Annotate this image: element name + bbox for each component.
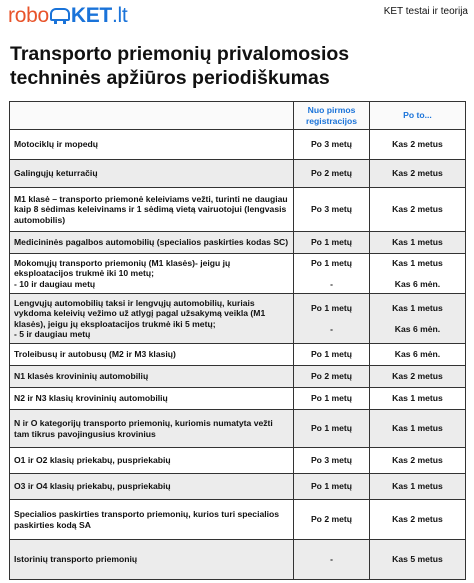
vehicle-cell bbox=[10, 294, 294, 344]
periodicity-cell: Kas 2 metus bbox=[370, 366, 466, 388]
periodicity-cell: Kas 2 metus bbox=[370, 160, 466, 188]
vehicle-cell: N2 ir N3 klasių krovininių automobilių bbox=[10, 388, 294, 410]
first-inspection-cell: Po 3 metų bbox=[294, 448, 370, 474]
periodicity-value: Kas 1 metus bbox=[392, 258, 443, 268]
header-cell-first-registration: Nuo pirmos registracijos bbox=[294, 102, 370, 130]
first-inspection-value-alt: - bbox=[330, 278, 333, 289]
first-inspection-cell bbox=[294, 254, 370, 294]
periodicity-cell: Kas 2 metus bbox=[370, 130, 466, 160]
vehicle-cell: O3 ir O4 klasių priekabų, puspriekabių bbox=[10, 474, 294, 500]
vehicle-condition: Mokomųjų transporto priemonių (M1 klasės)- jeigu jų eksploatacijos trukmė iki 10 metų; bbox=[14, 257, 231, 279]
inspection-table bbox=[9, 101, 466, 580]
periodicity-cell: Kas 6 mėn. bbox=[370, 344, 466, 366]
logo-tld-text: .lt bbox=[111, 4, 128, 27]
robo-ket-logo[interactable] bbox=[8, 4, 127, 28]
vehicle-cell: O1 ir O2 klasių priekabų, puspriekabių bbox=[10, 448, 294, 474]
title-line-2: techninės apžiūros periodiškumas bbox=[10, 67, 330, 89]
periodicity-cell: Kas 2 metus bbox=[370, 448, 466, 474]
first-inspection-cell: Po 2 metų bbox=[294, 160, 370, 188]
tagline: KET testai ir teorija bbox=[383, 6, 468, 17]
table-row bbox=[10, 500, 466, 540]
periodicity-cell: Kas 1 metus bbox=[370, 410, 466, 448]
first-inspection-cell: Po 1 metų bbox=[294, 232, 370, 254]
periodicity-value: Kas 1 metus bbox=[392, 303, 443, 313]
header-cell-vehicle bbox=[10, 102, 294, 130]
first-inspection-value-alt: - bbox=[330, 323, 333, 334]
periodicity-value-alt: Kas 6 mėn. bbox=[394, 278, 441, 289]
first-inspection-value: Po 1 metų bbox=[310, 303, 353, 313]
table-row bbox=[10, 388, 466, 410]
table-row bbox=[10, 160, 466, 188]
table-row bbox=[10, 294, 466, 344]
vehicle-cell: N1 klasės krovininių automobilių bbox=[10, 366, 294, 388]
first-inspection-value: Po 1 metų bbox=[310, 258, 353, 268]
vehicle-cell: M1 klasė – transporto priemonė keleiviams vežti, turinti ne daugiau kaip 8 sėdimas keleivinams ir 1 sėdimą vietą vairuotojui (lengvasis automobilis) bbox=[10, 188, 294, 232]
vehicle-cell: N ir O kategorijų transporto priemonių, kuriomis numatyta vežti tam tikrus pavojingusius krovinius bbox=[10, 410, 294, 448]
first-inspection-cell: Po 3 metų bbox=[294, 188, 370, 232]
first-inspection-cell: Po 2 metų bbox=[294, 500, 370, 540]
vehicle-condition-alt: - 5 ir daugiau metų bbox=[14, 329, 91, 339]
table-row bbox=[10, 344, 466, 366]
header-cell-after: Po to... bbox=[370, 102, 466, 130]
table-row bbox=[10, 366, 466, 388]
periodicity-cell bbox=[370, 254, 466, 294]
title-line-1: Transporto priemonių privalomosios bbox=[10, 43, 350, 65]
first-inspection-cell: Po 1 metų bbox=[294, 410, 370, 448]
first-inspection-cell: Po 1 metų bbox=[294, 344, 370, 366]
periodicity-cell: Kas 1 metus bbox=[370, 232, 466, 254]
table-row bbox=[10, 254, 466, 294]
logo-robo-text: robo bbox=[8, 4, 49, 27]
vehicle-cell: Istorinių transporto priemonių bbox=[10, 540, 294, 580]
vehicle-cell: Specialios paskirties transporto priemonių, kurios turi specialios paskirties kodą SA bbox=[10, 500, 294, 540]
vehicle-cell bbox=[10, 254, 294, 294]
first-inspection-cell: Po 1 metų bbox=[294, 388, 370, 410]
periodicity-cell: Kas 1 metus bbox=[370, 388, 466, 410]
table-row bbox=[10, 232, 466, 254]
table-row bbox=[10, 474, 466, 500]
table-row bbox=[10, 130, 466, 160]
first-inspection-cell: Po 2 metų bbox=[294, 366, 370, 388]
table-row bbox=[10, 410, 466, 448]
first-inspection-cell: - bbox=[294, 540, 370, 580]
periodicity-cell: Kas 5 metus bbox=[370, 540, 466, 580]
periodicity-cell bbox=[370, 294, 466, 344]
periodicity-cell: Kas 2 metus bbox=[370, 188, 466, 232]
vehicle-condition: Lengvųjų automobilių taksi ir lengvųjų automobilių, kuriais vykdoma keleivių vežimo už atlygį pagal užsakymą veikla (M1 klasės), jeigu jų eksploatacijos trukmė iki 5 metų; bbox=[14, 297, 266, 329]
first-inspection-cell: Po 1 metų bbox=[294, 474, 370, 500]
table-row bbox=[10, 188, 466, 232]
vehicle-cell: Motociklų ir mopedų bbox=[10, 130, 294, 160]
vehicle-cell: Troleibusų ir autobusų (M2 ir M3 klasių) bbox=[10, 344, 294, 366]
top-bar bbox=[0, 0, 474, 34]
periodicity-cell: Kas 1 metus bbox=[370, 474, 466, 500]
logo-ket-text: KET bbox=[70, 4, 112, 27]
table-row bbox=[10, 448, 466, 474]
table-row bbox=[10, 540, 466, 580]
vehicle-condition-alt: - 10 ir daugiau metų bbox=[14, 278, 96, 289]
page-title bbox=[10, 42, 430, 90]
first-inspection-cell bbox=[294, 294, 370, 344]
first-inspection-cell: Po 3 metų bbox=[294, 130, 370, 160]
car-icon bbox=[50, 8, 70, 21]
periodicity-cell: Kas 2 metus bbox=[370, 500, 466, 540]
vehicle-cell: Galingųjų keturračių bbox=[10, 160, 294, 188]
periodicity-value-alt: Kas 6 mėn. bbox=[394, 323, 441, 334]
table-header-row bbox=[10, 102, 466, 130]
vehicle-cell: Medicininės pagalbos automobilių (specialios paskirties kodas SC) bbox=[10, 232, 294, 254]
